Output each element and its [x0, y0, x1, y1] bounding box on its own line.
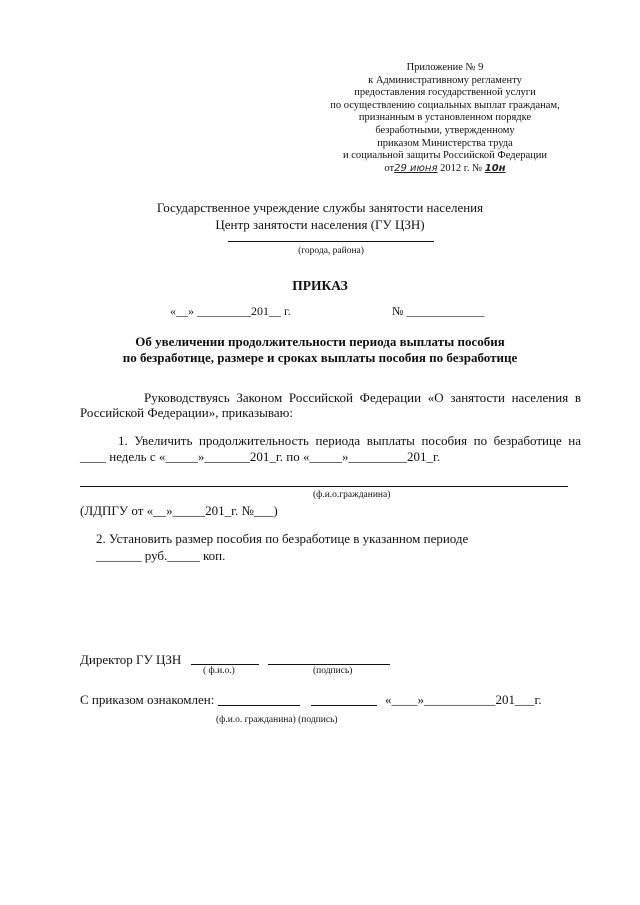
appendix-line-4: по осуществлению социальных выплат гражданам, — [330, 99, 560, 111]
item1-line-2: ____ недель с «_____»_______201_г. по «_____»_________201_г. — [80, 449, 441, 464]
ack-fio-line — [218, 705, 300, 706]
appendix-line-7: приказом Министерства труда — [377, 137, 513, 149]
order-title: ПРИКАЗ — [292, 278, 348, 293]
intro-line-1: Руководствуясь Законом Российской Федерации «О занятости населения в — [144, 390, 581, 405]
handwritten-number: 10н — [484, 162, 506, 174]
appendix-date-prefix: от — [384, 162, 395, 174]
ack-sign-line — [311, 705, 377, 706]
director-sign-line — [268, 664, 390, 665]
item2-line-1: 2. Установить размер пособия по безработице в указанном периоде — [96, 531, 469, 546]
institution-line-2: Центр занятости населения (ГУ ЦЗН) — [215, 217, 425, 232]
order-date: «__» _________201__ г. — [170, 304, 291, 318]
appendix-date-line — [300, 163, 590, 176]
director-label: Директор ГУ ЦЗН — [80, 652, 182, 667]
appendix-date-year: 2012 г. № — [440, 162, 483, 174]
institution-line-1: Государственное учреждение службы занятости населения — [156, 200, 484, 215]
city-caption: (города, района) — [298, 246, 364, 256]
appendix-line-8: и социальной защиты Российской Федерации — [342, 150, 548, 162]
ldpgu-line: (ЛДПГУ от «__»_____201_г. №___) — [80, 503, 278, 518]
appendix-line-1: Приложение № 9 — [406, 62, 484, 73]
handwritten-date: 29 июня — [394, 162, 438, 174]
ack-date: «____»___________201___г. — [385, 692, 542, 707]
director-fio-line — [191, 664, 259, 665]
order-subject-line-2: по безработице, размере и сроках выплаты пособия по безработице — [122, 350, 518, 365]
ack-label: С приказом ознакомлен: — [80, 692, 215, 707]
item2-line-2: _______ руб._____ коп. — [96, 548, 226, 563]
item1-line-1: 1. Увеличить продолжительность периода выплаты пособия по безработице на — [118, 433, 581, 448]
citizen-underline — [80, 486, 568, 487]
intro-line-2: Российской Федерации», приказываю: — [80, 405, 293, 420]
appendix-block — [300, 62, 590, 175]
appendix-line-6: безработными, утвержденному — [375, 124, 515, 136]
city-underline — [228, 241, 434, 242]
appendix-line-3: предоставления государственной услуги — [354, 87, 536, 99]
appendix-line-2: к Административному регламенту — [368, 74, 522, 86]
order-number: № _____________ — [392, 304, 485, 318]
ack-caption: (ф.и.о. гражданина) (подпись) — [216, 715, 338, 725]
citizen-caption: (ф.и.о.гражданина) — [313, 490, 391, 500]
order-subject-line-1: Об увеличении продолжительности периода выплаты пособия — [135, 334, 505, 349]
director-fio-caption: ( ф.и.о.) — [203, 666, 235, 676]
director-sign-caption: (подпись) — [313, 666, 353, 676]
appendix-line-5: признанным в установленном порядке — [358, 112, 532, 124]
